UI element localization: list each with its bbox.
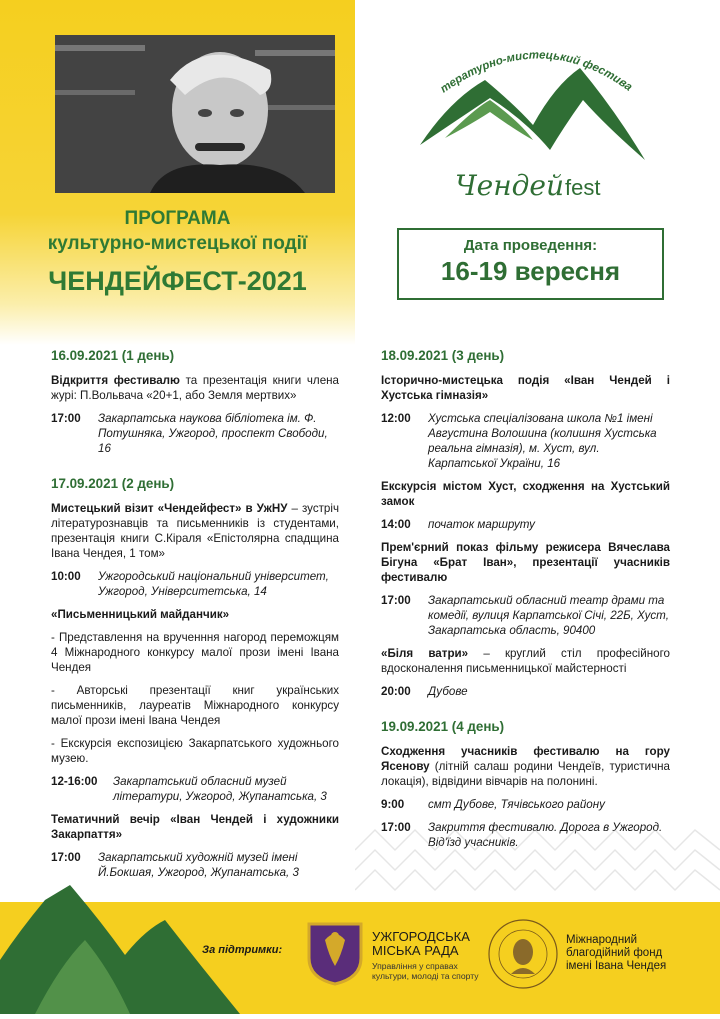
- day3-time-row3: [381, 593, 670, 638]
- city-sub-line2: культури, молоді та спорту: [372, 971, 479, 981]
- day2-event1-title: Мистецький візит «Чендейфест» в УжНУ: [51, 502, 288, 515]
- fund-seal: [487, 918, 559, 990]
- day3-heading: 18.09.2021 (3 день): [381, 348, 505, 363]
- day3-time4: 20:00: [381, 685, 411, 698]
- schedule-left-column: [51, 348, 339, 888]
- day3-event1: Історично-мистецька подія «Іван Чендей і Хустська гімназія»: [381, 374, 670, 402]
- svg-text:Літературно-мистецький фестива: [405, 30, 635, 95]
- date-value: 16-19 вересня: [440, 256, 621, 286]
- fund-name: [566, 934, 666, 973]
- day3-time-row4: [381, 684, 670, 699]
- day2-bullet3: - Екскурсія експозицією Закарпатського художнього музею.: [51, 737, 339, 765]
- support-label: За підтримки:: [202, 944, 283, 956]
- fund-logo-icon: [487, 918, 559, 990]
- day4-heading: 19.09.2021 (4 день): [381, 719, 505, 734]
- day2-location1: Ужгородський національний університет, Ужгород, Університетська, 14: [98, 570, 329, 598]
- city-name-line2: МІСЬКА РАДА: [372, 943, 459, 958]
- day4-event1-desc: (літній салаш родини Чендеїв, туристична локація), відвідини вівчарів на полонині.: [381, 760, 670, 788]
- day2-bullet2: - Авторські презентації книг українських письменників, лауреатів Міжнародного конкурсу малої прози імені Івана Чендея: [51, 684, 339, 727]
- day2-time-row2: [51, 774, 339, 804]
- date-label: Дата проведення:: [463, 237, 598, 254]
- day1-event1: [51, 373, 339, 403]
- day3-event4-title: «Біля ватри»: [381, 647, 469, 660]
- day3-event3: Прем'єрний показ фільму режисера Вячеслава Бігуна «Брат Іван», презентації учасників фестивалю: [381, 541, 670, 584]
- day4-location2: Закриття фестивалю. Дорога в Ужгород. Від'їзд учасників.: [428, 821, 663, 849]
- day1-event1-title: Відкриття фестивалю: [51, 374, 180, 387]
- city-sub-line1: Управління у справах: [372, 961, 458, 971]
- schedule-right-column: [381, 348, 670, 858]
- day2-time3: 17:00: [51, 851, 81, 864]
- day1-event1-desc: та презентація книги члена журі: П.Вольвача «20+1, або Земля мертвих»: [51, 374, 339, 402]
- folk-ornament: [355, 800, 720, 900]
- date-box: [397, 228, 664, 300]
- city-emblem: [305, 920, 365, 986]
- day3-event4-desc: – круглий стіл професійного вдосконалення письменницької майстерності: [381, 647, 670, 675]
- day3-location1: Хустська спеціалізована школа №1 імені Августина Волошина (колишня Хустська реальна гімназія), м. Хуст, вул. Карпатської України, 16: [428, 412, 657, 470]
- logo-arc-text: тературно-мистецький фестива: [438, 49, 635, 96]
- day2-time2: 12-16:00: [51, 775, 98, 788]
- day4-event1-title: Сходження учасників фестивалю на гору Ясенову: [381, 745, 670, 773]
- portrait-image: [55, 35, 335, 193]
- logo-name-fest: fest: [565, 175, 601, 200]
- day3-time2: 14:00: [381, 518, 411, 531]
- logo-name-script: Чендей: [455, 169, 565, 202]
- city-department: [372, 961, 479, 981]
- day3-location3: Закарпатський обласний театр драми та комедії, вулиця Карпатської Січі, 22Б, Хуст, Закарпатська область, 90400: [428, 594, 669, 637]
- day2-location2: Закарпатський обласний музей літератури, Ужгород, Жупанатська, 3: [113, 775, 327, 803]
- program-heading: ПРОГРАМА: [124, 208, 231, 229]
- fund-name-line3: імені Івана Чендея: [566, 960, 667, 972]
- day3-event4: [381, 646, 670, 676]
- day3-location4: Дубове: [428, 685, 468, 698]
- city-council-name: [372, 930, 470, 958]
- fund-name-line2: благодійний фонд: [566, 947, 663, 959]
- day2-time1: 10:00: [51, 570, 81, 583]
- program-subheading: культурно-мистецької події: [47, 233, 308, 254]
- day1-time-row: [51, 411, 339, 456]
- mountain-logo-icon: [405, 30, 675, 215]
- day4-time2: 17:00: [381, 821, 411, 834]
- program-title: ЧЕНДЕЙФЕСТ-2021: [48, 266, 307, 296]
- day1-location1: Закарпатська наукова бібліотека ім. Ф. Потушняка, Ужгород, проспект Свободи, 16: [98, 412, 328, 455]
- day2-time-row1: [51, 569, 339, 599]
- day3-time3: 17:00: [381, 594, 411, 607]
- ornament-pattern-icon: [355, 800, 720, 900]
- day2-event1: [51, 501, 339, 561]
- day3-event2: Екскурсія містом Хуст, сходження на Хустський замок: [381, 480, 670, 508]
- day2-bullet1: - Представлення на врученння нагород переможцям 4 Міжнародного конкурсу малої прози імені Івана Чендея: [51, 631, 339, 674]
- day2-event1-desc: – зустріч літературознавців та письменників із студентами, презентація книги С.Кіраля «Епістолярна спадщина Івана Чендея, 1 том»: [51, 502, 339, 560]
- day3-time-row2: [381, 517, 670, 532]
- day2-event3: Тематичний вечір «Іван Чендей і художники Закарпаття»: [51, 813, 339, 841]
- day1-heading: 16.09.2021 (1 день): [51, 348, 175, 363]
- day4-time1: 9:00: [381, 798, 405, 811]
- footer-mountains: [0, 870, 250, 1014]
- day3-location2: початок маршруту: [428, 518, 535, 531]
- day2-event2: «Письменницький майданчик»: [51, 608, 230, 621]
- fund-name-line1: Міжнародний: [566, 934, 638, 946]
- mountain-icon: [0, 870, 250, 1014]
- day3-time-row1: [381, 411, 670, 471]
- day4-event1: [381, 744, 670, 789]
- day4-location1: смт Дубове, Тячівського району: [428, 798, 605, 811]
- author-portrait: [55, 35, 335, 193]
- festival-logo: [405, 30, 675, 215]
- city-name-line1: УЖГОРОДСЬКА: [372, 929, 470, 944]
- day1-time1: 17:00: [51, 412, 81, 425]
- day2-location3: Закарпатський художній музей імені Й.Бокшая, Ужгород, Жупанатська, 3: [98, 851, 299, 879]
- uzhhorod-coat-of-arms-icon: [305, 920, 365, 986]
- day3-time1: 12:00: [381, 412, 411, 425]
- day2-heading: 17.09.2021 (2 день): [51, 476, 175, 491]
